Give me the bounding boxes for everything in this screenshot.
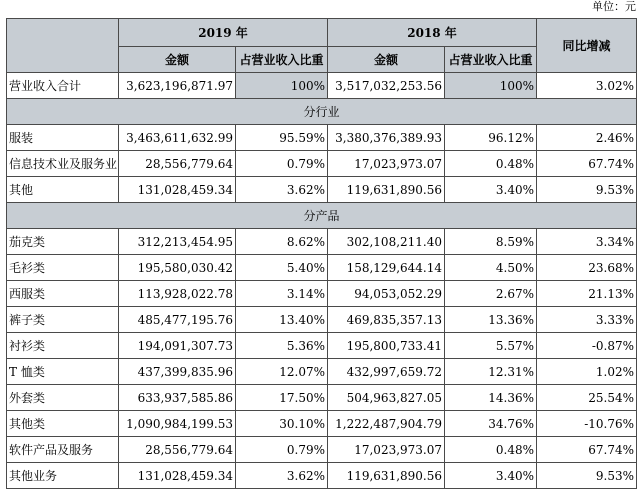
amount-2019: 28,556,779.64 xyxy=(119,437,236,463)
yoy-change: 21.13% xyxy=(537,281,637,307)
amount-2018: 302,108,211.40 xyxy=(328,229,445,255)
amount-2019: 633,937,585.86 xyxy=(119,385,236,411)
header-amount-2018: 金额 xyxy=(328,47,445,73)
table-row xyxy=(7,333,637,359)
amount-2018: 504,963,827.05 xyxy=(328,385,445,411)
total-yoy: 3.02% xyxy=(537,73,637,99)
ratio-2018: 0.48% xyxy=(445,437,537,463)
table-row xyxy=(7,281,637,307)
ratio-2018: 2.67% xyxy=(445,281,537,307)
ratio-2019: 0.79% xyxy=(236,151,328,177)
table-row xyxy=(7,385,637,411)
amount-2018: 158,129,644.14 xyxy=(328,255,445,281)
ratio-2018: 3.40% xyxy=(445,177,537,203)
yoy-change: 1.02% xyxy=(537,359,637,385)
amount-2019: 194,091,307.73 xyxy=(119,333,236,359)
section-row xyxy=(7,99,637,125)
amount-2019: 312,213,454.95 xyxy=(119,229,236,255)
table-row xyxy=(7,411,637,437)
amount-2018: 432,997,659.72 xyxy=(328,359,445,385)
row-label: 毛衫类 xyxy=(7,255,119,281)
row-label: 茄克类 xyxy=(7,229,119,255)
ratio-2018: 4.50% xyxy=(445,255,537,281)
total-ratio-2019: 100% xyxy=(236,73,328,99)
row-label: T 恤类 xyxy=(7,359,119,385)
amount-2018: 195,800,733.41 xyxy=(328,333,445,359)
table-row xyxy=(7,359,637,385)
yoy-change: -0.87% xyxy=(537,333,637,359)
ratio-2019: 8.62% xyxy=(236,229,328,255)
row-label: 裤子类 xyxy=(7,307,119,333)
table-row xyxy=(7,125,637,151)
amount-2019: 1,090,984,199.53 xyxy=(119,411,236,437)
ratio-2019: 5.40% xyxy=(236,255,328,281)
amount-2018: 17,023,973.07 xyxy=(328,151,445,177)
amount-2018: 17,023,973.07 xyxy=(328,437,445,463)
ratio-2018: 0.48% xyxy=(445,151,537,177)
header-row-years xyxy=(7,19,637,47)
ratio-2019: 3.62% xyxy=(236,177,328,203)
table-row xyxy=(7,177,637,203)
ratio-2019: 12.07% xyxy=(236,359,328,385)
total-amount-2018: 3,517,032,253.56 xyxy=(328,73,445,99)
row-label: 服装 xyxy=(7,125,119,151)
yoy-change: 9.53% xyxy=(537,463,637,489)
ratio-2019: 13.40% xyxy=(236,307,328,333)
ratio-2019: 17.50% xyxy=(236,385,328,411)
header-year-2019: 2019 年 xyxy=(119,19,328,47)
yoy-change: -10.76% xyxy=(537,411,637,437)
amount-2019: 195,580,030.42 xyxy=(119,255,236,281)
ratio-2018: 14.36% xyxy=(445,385,537,411)
header-year-2018: 2018 年 xyxy=(328,19,537,47)
ratio-2019: 30.10% xyxy=(236,411,328,437)
amount-2019: 437,399,835.96 xyxy=(119,359,236,385)
ratio-2019: 3.62% xyxy=(236,463,328,489)
ratio-2018: 13.36% xyxy=(445,307,537,333)
amount-2019: 131,028,459.34 xyxy=(119,463,236,489)
ratio-2018: 34.76% xyxy=(445,411,537,437)
ratio-2018: 3.40% xyxy=(445,463,537,489)
amount-2018: 119,631,890.56 xyxy=(328,463,445,489)
header-ratio-2018: 占营业收入比重 xyxy=(445,47,537,73)
total-label: 营业收入合计 xyxy=(7,73,119,99)
table-row xyxy=(7,307,637,333)
row-label: 西服类 xyxy=(7,281,119,307)
total-ratio-2018: 100% xyxy=(445,73,537,99)
yoy-change: 67.74% xyxy=(537,151,637,177)
amount-2018: 119,631,890.56 xyxy=(328,177,445,203)
yoy-change: 9.53% xyxy=(537,177,637,203)
amount-2019: 3,463,611,632.99 xyxy=(119,125,236,151)
yoy-change: 3.33% xyxy=(537,307,637,333)
header-empty-cell xyxy=(7,19,119,73)
header-ratio-2019: 占营业收入比重 xyxy=(236,47,328,73)
row-label: 衬衫类 xyxy=(7,333,119,359)
row-label: 信息技术业及服务业 xyxy=(7,151,119,177)
ratio-2018: 96.12% xyxy=(445,125,537,151)
header-amount-2019: 金额 xyxy=(119,47,236,73)
unit-label: 单位：元 xyxy=(592,0,636,13)
table-row xyxy=(7,463,637,489)
yoy-change: 23.68% xyxy=(537,255,637,281)
row-label: 软件产品及服务 xyxy=(7,437,119,463)
yoy-change: 25.54% xyxy=(537,385,637,411)
section-row xyxy=(7,203,637,229)
amount-2018: 469,835,357.13 xyxy=(328,307,445,333)
ratio-2018: 12.31% xyxy=(445,359,537,385)
ratio-2019: 95.59% xyxy=(236,125,328,151)
table-row xyxy=(7,151,637,177)
table-row xyxy=(7,229,637,255)
revenue-table xyxy=(6,18,637,489)
ratio-2019: 5.36% xyxy=(236,333,328,359)
ratio-2019: 0.79% xyxy=(236,437,328,463)
amount-2019: 28,556,779.64 xyxy=(119,151,236,177)
row-label: 其他 xyxy=(7,177,119,203)
row-label: 其他类 xyxy=(7,411,119,437)
yoy-change: 67.74% xyxy=(537,437,637,463)
amount-2018: 3,380,376,389.93 xyxy=(328,125,445,151)
amount-2018: 94,053,052.29 xyxy=(328,281,445,307)
yoy-change: 3.34% xyxy=(537,229,637,255)
section-title: 分产品 xyxy=(7,203,637,229)
row-label: 其他业务 xyxy=(7,463,119,489)
amount-2019: 113,928,022.78 xyxy=(119,281,236,307)
amount-2019: 131,028,459.34 xyxy=(119,177,236,203)
yoy-change: 2.46% xyxy=(537,125,637,151)
total-amount-2019: 3,623,196,871.97 xyxy=(119,73,236,99)
row-label: 外套类 xyxy=(7,385,119,411)
ratio-2019: 3.14% xyxy=(236,281,328,307)
header-yoy: 同比增减 xyxy=(537,19,637,73)
amount-2018: 1,222,487,904.79 xyxy=(328,411,445,437)
table-row xyxy=(7,255,637,281)
section-title: 分行业 xyxy=(7,99,637,125)
ratio-2018: 5.57% xyxy=(445,333,537,359)
table-row xyxy=(7,437,637,463)
total-row xyxy=(7,73,637,99)
amount-2019: 485,477,195.76 xyxy=(119,307,236,333)
ratio-2018: 8.59% xyxy=(445,229,537,255)
